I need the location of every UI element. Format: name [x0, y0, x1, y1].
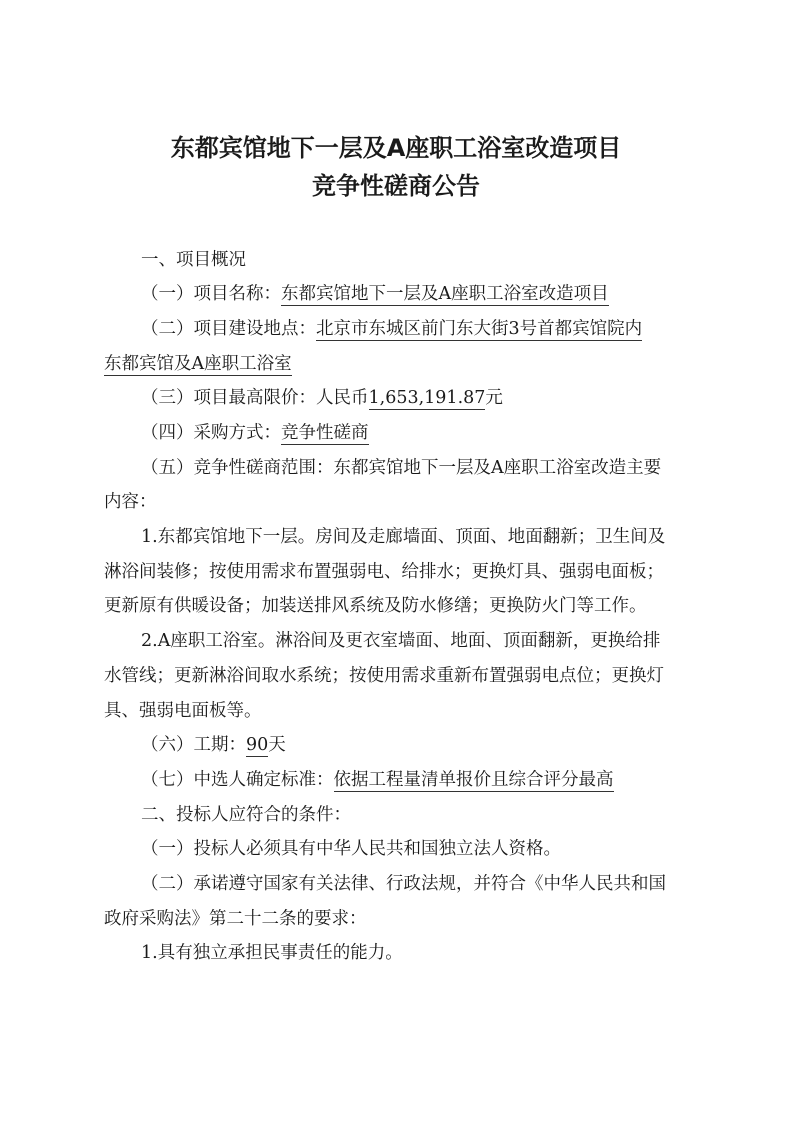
section1-heading: 一、项目概况	[141, 250, 246, 270]
procurement-method-label: （四）采购方式：	[141, 423, 281, 443]
construction-period-value: 90	[246, 735, 269, 755]
document-title-line2: 竞争性磋商公告	[312, 172, 480, 200]
scope-line-1: （五）竞争性磋商范围：东都宾馆地下一层及A座职工浴室改造主要	[141, 458, 662, 478]
selection-criteria-label: （七）中选人确定标准：	[141, 770, 334, 790]
project-site-line	[141, 318, 642, 340]
scope-item1-line-3: 更新原有供暖设备；加装送排风系统及防水修缮；更换防火门等工作。	[104, 596, 647, 616]
document-title-line1: 东都宾馆地下一层及A座职工浴室改造项目	[170, 134, 622, 162]
project-name-line	[141, 283, 609, 305]
construction-period-label: （六）工期：	[141, 735, 246, 755]
price-limit-unit: 元	[485, 388, 503, 408]
project-site-value-cont: 东都宾馆及A座职工浴室	[104, 354, 292, 374]
project-name-value: 东都宾馆地下一层及A座职工浴室改造项目	[281, 284, 609, 304]
scope-item2-line-3: 具、强弱电面板等。	[104, 701, 262, 721]
selection-criteria-value: 依据工程量清单报价且综合评分最高	[333, 770, 614, 790]
condition-1: （一）投标人必须具有中华人民共和国独立法人资格。	[141, 839, 561, 859]
project-site-value: 北京市东城区前门东大街3号首都宾馆院内	[316, 319, 643, 339]
selection-criteria-line	[141, 769, 614, 791]
condition-2-line-1: （二）承诺遵守国家有关法律、行政法规，并符合《中华人民共和国	[141, 874, 666, 894]
project-site-line-cont	[104, 353, 292, 375]
condition-2-item-1: 1.具有独立承担民事责任的能力。	[141, 943, 403, 963]
price-limit-value: 1,653,191.87	[368, 388, 486, 408]
scope-item2-line-1: 2.A座职工浴室。淋浴间及更衣室墙面、地面、顶面翻新，更换给排	[141, 631, 661, 651]
project-name-label: （一）项目名称：	[141, 284, 281, 304]
construction-period-unit: 天	[268, 735, 286, 755]
condition-2-line-2: 政府采购法》第二十二条的要求：	[104, 909, 367, 929]
procurement-method-line	[141, 422, 369, 444]
scope-line-2: 内容：	[104, 492, 157, 512]
project-site-label: （二）项目建设地点：	[141, 319, 316, 339]
price-limit-line	[141, 387, 503, 409]
construction-period-line	[141, 734, 286, 756]
scope-item2-line-2: 水管线；更新淋浴间取水系统；按使用需求重新布置强弱电点位；更换灯	[104, 666, 664, 686]
procurement-method-value: 竞争性磋商	[281, 423, 369, 443]
section2-heading: 二、投标人应符合的条件：	[141, 805, 351, 825]
scope-item1-line-1: 1.东都宾馆地下一层。房间及走廊墙面、顶面、地面翻新；卫生间及	[141, 527, 666, 547]
price-limit-label: （三）项目最高限价：人民币	[141, 388, 369, 408]
scope-item1-line-2: 淋浴间装修；按使用需求布置强弱电、给排水；更换灯具、强弱电面板；	[104, 562, 664, 582]
